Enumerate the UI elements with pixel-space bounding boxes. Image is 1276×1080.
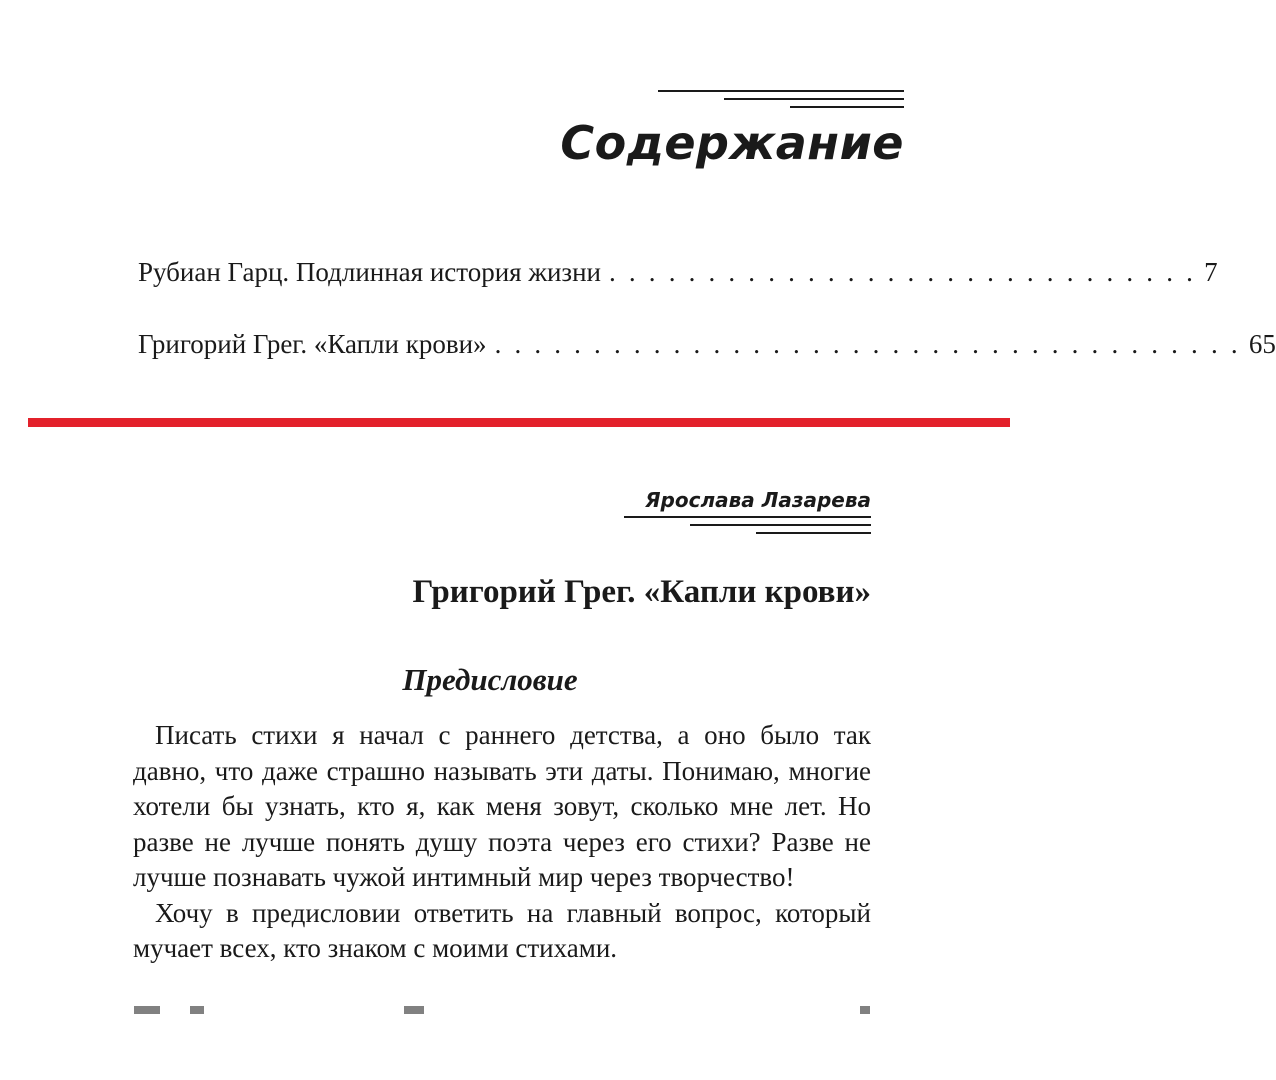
article-title: Григорий Грег. «Капли крови» [412,574,871,610]
cut-text-fragment [134,1006,160,1014]
toc-entry [138,324,1276,364]
decorative-rule [624,516,871,518]
toc-entry [138,252,1218,292]
decorative-rule [658,90,904,92]
toc-leader-dots: . . . . . . . . . . . . . . . . . . . . . . . . . . . . . . . . . . . . . . [494,329,1241,359]
decorative-rule [690,524,871,526]
decorative-rule [756,532,871,534]
toc-entry-page: 65 [1248,329,1276,359]
toc-leader-dots: . . . . . . . . . . . . . . . . . . . . . . . . . . . . . . [609,257,1197,287]
page-cutoff [0,1012,1022,1080]
author-name: Ярослава Лазарева [645,488,871,512]
cut-text-fragment [190,1006,204,1014]
toc-entry-text: Рубиан Гарц. Подлинная история жизни [138,257,601,287]
toc-title: Содержание [560,116,904,170]
decorative-rule [724,98,904,100]
paragraph: Хочу в предисловии ответить на главный вопрос, который мучает всех, кто знаком с моими стихами. [133,897,871,963]
section-title: Предисловие [402,662,578,697]
toc-list [138,252,1276,364]
cut-text-fragment [404,1006,424,1014]
cut-text-fragment [860,1006,870,1014]
toc-entry-text: Григорий Грег. «Капли крови» [138,329,487,359]
paragraph: Писать стихи я начал с раннего детства, а оно было так давно, что даже страшно называть эти даты. Понимаю, многие хотели бы узнать, кто я, как меня зовут, сколько мне лет. Но разве не лучше понять душу поэта через его стихи? Разве не лучше познавать чужой интимный мир через творчество! [133,720,871,892]
decorative-rule [790,106,904,108]
red-separator [28,418,1010,427]
body-text [133,718,871,967]
toc-entry-page: 7 [1204,257,1218,287]
